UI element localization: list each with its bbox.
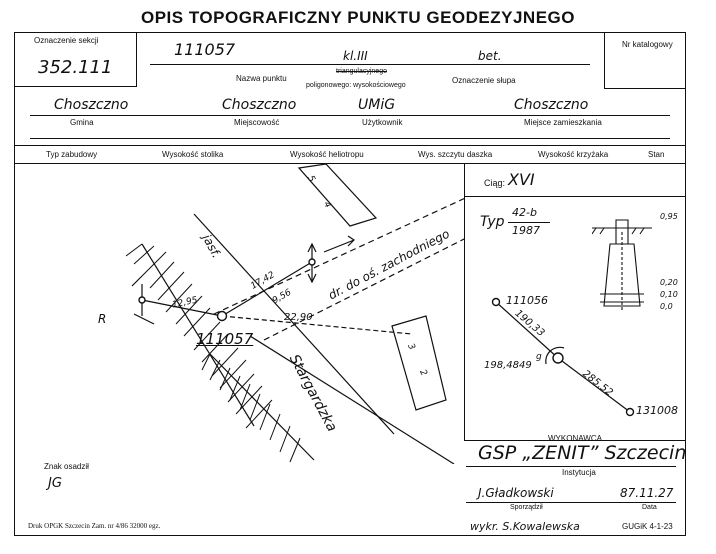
column-wysokosc-heliotropu: Wysokość heliotropu [290,150,364,159]
distance-2: 17,42 [249,270,277,292]
sporzadzil-underline [466,502,676,503]
location-lower-line [30,138,670,139]
point-marker-road [309,259,315,265]
network-angle: 198,4849 [484,360,532,371]
znak-value: JG [48,476,62,491]
section-label: Oznaczenie sekcji [34,36,99,45]
point-name-label: Nazwa punktu [236,74,287,83]
ciag-label: Ciąg: [484,178,506,188]
right-panel-left-border [464,164,465,441]
uzytkownik-value: UMiG [358,97,396,113]
network-point-b: 131008 [636,404,678,417]
triangulation-label: triangulacyjnego [336,68,387,75]
data-label: Data [642,504,657,511]
point-marker-111056 [493,299,500,306]
section-value: 352.111 [38,57,113,78]
catalog-box-left-border [604,32,605,88]
line-to-111056 [496,302,558,358]
polygon-label: poligonowego: wysokościowego [306,82,406,89]
road-label: dr. do oś. zachodniego [326,226,452,303]
network-point-a: 111056 [506,294,548,307]
depth-0-95: 0,95 [660,212,678,221]
gmina-label: Gmina [70,118,94,127]
network-distance-b: 285,52 [580,368,615,399]
sporzadzil-value: J.Gładkowski [478,486,554,500]
class-value: kl.III [343,49,368,63]
point-marker-131008 [627,409,634,416]
location-underline [30,115,670,116]
street-label-stargardzka: Stargardzka [285,352,340,435]
column-typ-zabudowy: Typ zabudowy [46,150,98,159]
network-distance-a: 190,33 [512,308,547,339]
measure-line-2 [222,262,312,316]
miejsce-value: Choszczno [514,97,589,113]
form-title: OPIS TOPOGRAFICZNY PUNKTU GEODEZYJNEGO [141,8,575,27]
distance-1: 12,95 [171,295,199,311]
typ-numerator: 42-b [512,206,537,219]
building-lower [392,316,446,410]
wykonawca-value: GSP „ZENIT” Szczecin [478,442,687,464]
street-edge-1 [194,214,394,434]
znak-label: Znak osadził [44,462,89,471]
depth-0-10: 0,10 [660,290,678,299]
ciag-value: XVI [508,170,535,189]
miejscowosc-value: Choszczno [222,97,297,113]
pillar-label: Oznaczenie słupa [452,76,516,85]
columns-top-rule [14,145,686,146]
network-angle-unit: g [536,352,542,362]
uzytkownik-label: Użytkownik [362,118,403,127]
form-code: GUGiK 4-1-23 [622,522,673,531]
column-wysokosc-stolika: Wysokość stolika [162,150,224,159]
gmina-value: Choszczno [54,97,129,113]
miejsce-label: Miejsce zamieszkania [524,118,602,127]
depth-0-20: 0,20 [660,278,678,287]
typ-denominator: 1987 [512,224,540,237]
miejscowosc-label: Miejscowość [234,118,280,127]
depth-0-0: 0,0 [660,302,673,311]
catalog-number-label: Nr katalogowy [622,40,673,49]
printer-note: Druk OPGK Szczecin Zam. nr 4/86 32000 egz. [28,522,161,530]
ciag-bottom-border [464,196,686,197]
building-upper [299,164,376,226]
point-marker-111057 [218,312,227,321]
location-sketch [14,164,464,464]
point-marker-center [553,353,563,363]
column-wys-szczytu-daszka: Wys. szczytu daszka [418,150,493,159]
point-number-underline [150,64,590,65]
arrow-road [324,236,354,252]
material-value: bet. [478,49,502,63]
sketch-point-number: 111057 [196,330,254,348]
wykonawca-label: WYKONAWCA [548,434,602,443]
street-edge-2 [250,336,454,464]
section-box-bottom-border [14,86,137,87]
section-box-right-border [136,32,137,86]
building-1-label-b: 4 [321,200,333,210]
point-marker-left [139,297,145,303]
direction-label: R [98,312,107,326]
column-stan: Stan [648,150,665,159]
distance-3: 9,56 [270,287,294,307]
wykreslil-note: wykr. S.Kowalewska [470,520,580,533]
building-1-label-a: 5 [305,174,317,184]
distance-4: 22,90 [284,312,313,323]
street-label-jasf: jasf. [199,232,224,261]
typ-label: Typ [480,214,505,230]
point-number-header: 111057 [174,40,236,59]
instytucja-label: Instytucja [562,468,596,477]
catalog-box-bottom-border [604,88,686,89]
sporzadzil-label: Sporządził [510,504,543,511]
column-wysokosc-krzyzaka: Wysokość krzyżaka [538,150,609,159]
typ-fraction-bar [508,222,550,223]
network-sketch [480,290,650,420]
building-2-label-a: 3 [405,342,417,352]
data-value: 87.11.27 [620,486,674,500]
wykonawca-underline [466,466,676,467]
building-2-label-b: 2 [417,368,429,378]
